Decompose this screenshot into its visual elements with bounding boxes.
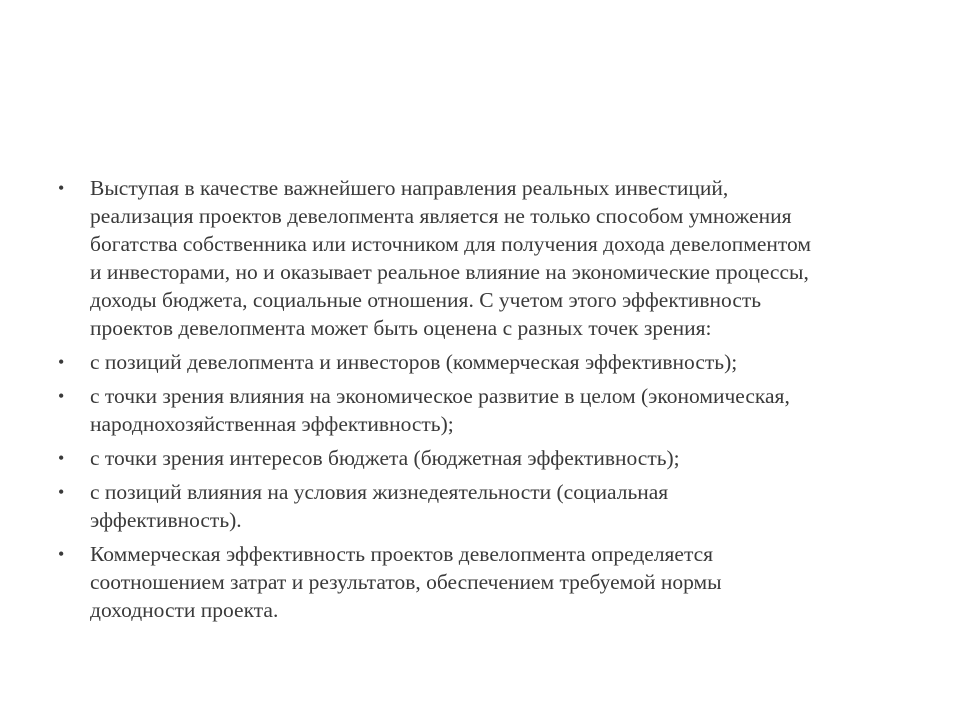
text-line: эффективность). — [90, 508, 242, 532]
bullet-item-3 — [58, 382, 918, 438]
text-line: с точки зрения интересов бюджета (бюджетная эффективность); — [90, 446, 680, 470]
text-line: богатства собственника или источником для получения дохода девелопментом — [90, 232, 811, 256]
text-line: и инвесторами, но и оказывает реальное влияние на экономические процессы, — [90, 260, 809, 284]
bullet-dot-icon: • — [58, 386, 65, 406]
text-line: доходы бюджета, социальные отношения. С учетом этого эффективность — [90, 288, 762, 312]
bullet-item-5 — [58, 478, 918, 534]
bullet-text — [90, 174, 918, 342]
text-line: с позиций влияния на условия жизнедеятельности (социальная — [90, 480, 669, 504]
bullet-text — [90, 348, 918, 376]
bullet-text — [90, 382, 918, 438]
bullet-text — [90, 444, 918, 472]
text-line: народнохозяйственная эффективность); — [90, 412, 454, 436]
text-line: проектов девелопмента может быть оценена с разных точек зрения: — [90, 316, 712, 340]
bullet-item-2 — [58, 348, 918, 376]
text-line: Выступая в качестве важнейшего направления реальных инвестиций, — [90, 176, 729, 200]
text-line: Коммерческая эффективность проектов девелопмента определяется — [90, 542, 714, 566]
bullet-item-4 — [58, 444, 918, 472]
bullet-dot-icon: • — [58, 544, 65, 564]
bullet-dot-icon: • — [58, 482, 65, 502]
bullet-list — [58, 174, 918, 630]
bullet-dot-icon: • — [58, 352, 65, 372]
bullet-dot-icon: • — [58, 178, 65, 198]
text-line: доходности проекта. — [90, 598, 279, 622]
bullet-item-1 — [58, 174, 918, 342]
text-line: реализация проектов девелопмента является не только способом умножения — [90, 204, 792, 228]
text-line: с позиций девелопмента и инвесторов (коммерческая эффективность); — [90, 350, 738, 374]
text-line: с точки зрения влияния на экономическое развитие в целом (экономическая, — [90, 384, 790, 408]
bullet-text — [90, 478, 918, 534]
bullet-dot-icon: • — [58, 448, 65, 468]
text-line: соотношением затрат и результатов, обеспечением требуемой нормы — [90, 570, 722, 594]
bullet-text — [90, 540, 918, 624]
bullet-item-6 — [58, 540, 918, 624]
